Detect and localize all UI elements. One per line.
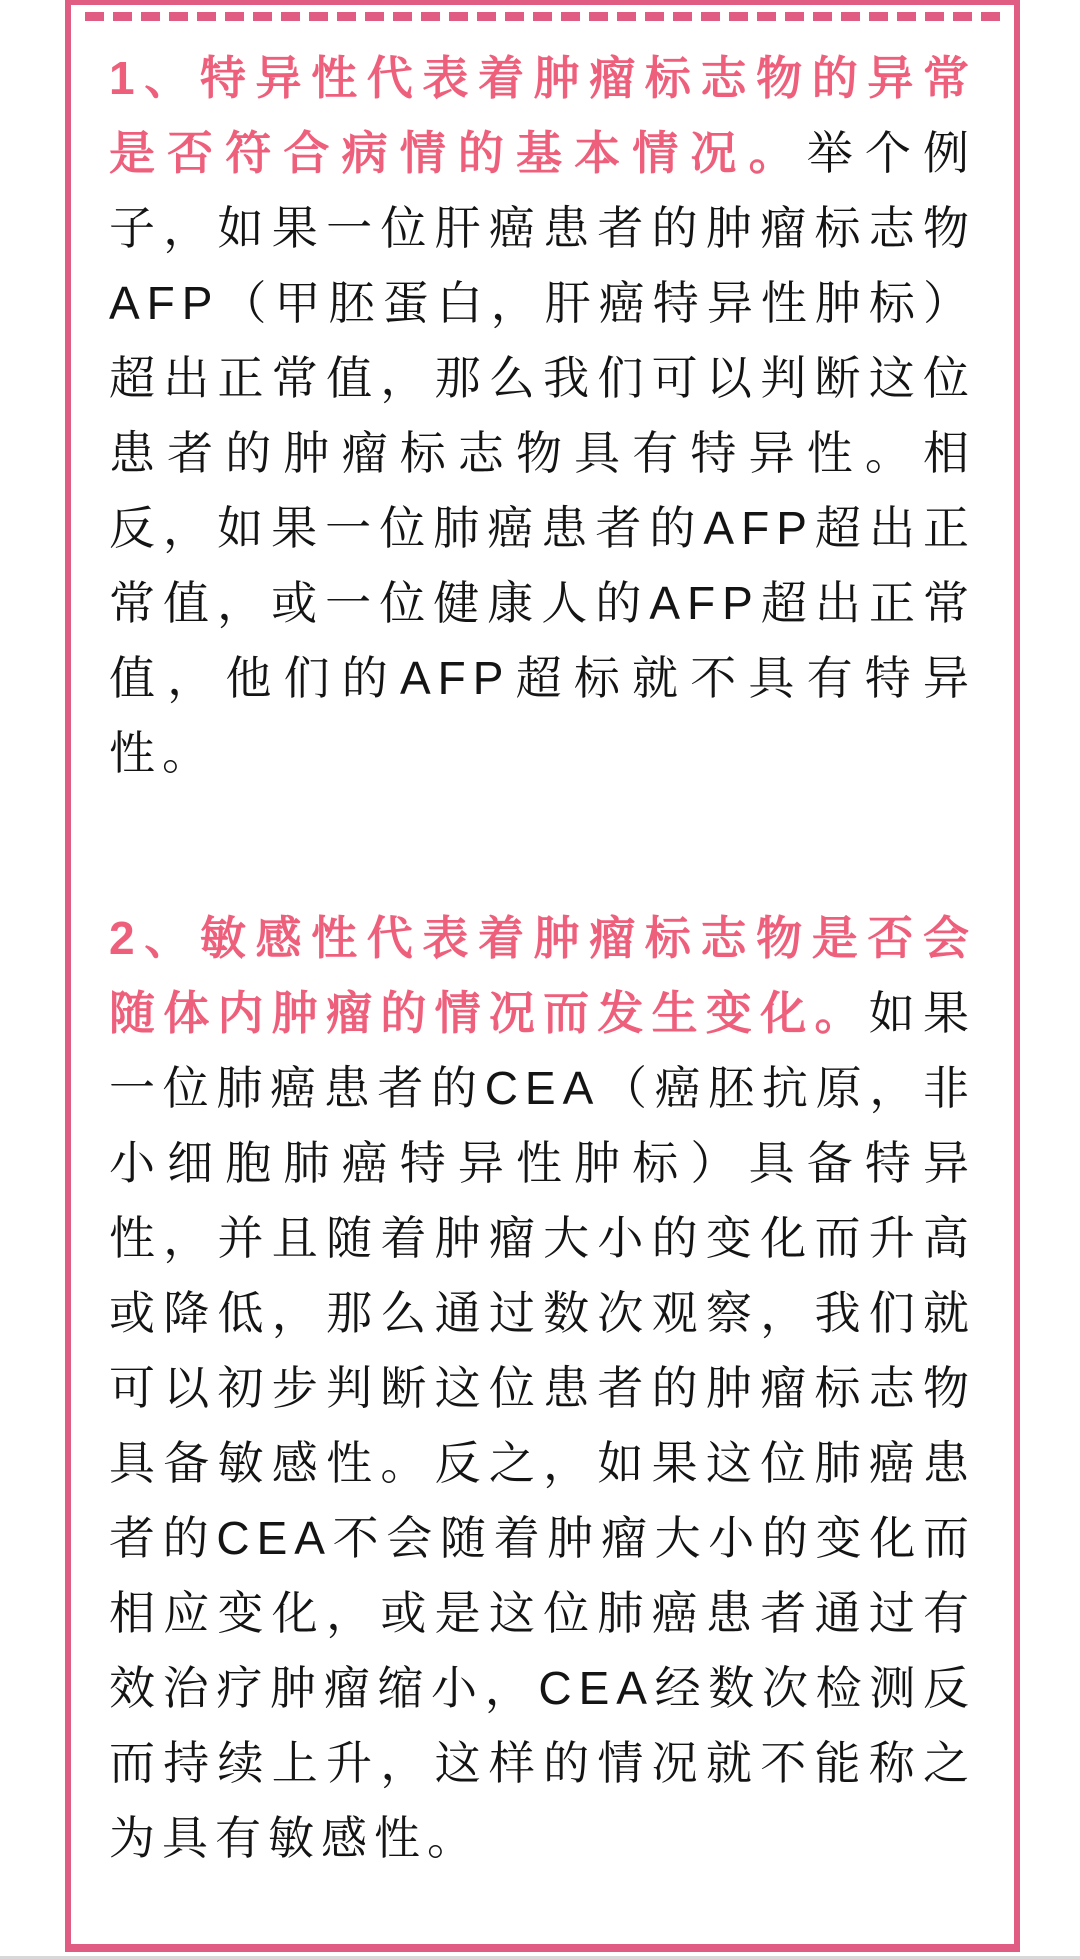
paragraph-sensitivity-body: 如果一位肺癌患者的CEA（癌胚抗原，非小细胞肺癌特异性肿标）具备特异性，并且随着肿瘤大小的变化而升高或降低，那么通过数次观察，我们就可以初步判断这位患者的肿瘤标志物具备敏感性。反之，如果这位肺癌患者的CEA不会随着肿瘤大小的变化而相应变化，或是这位肺癌患者通过有效治疗肿瘤缩小，CEA经数次检测反而持续上升，这样的情况就不能称之为具有敏感性。: [109, 987, 977, 1864]
paragraph-sensitivity: [109, 901, 976, 1876]
paragraph-sensitivity-heading: 2、敏感性代表着肿瘤标志物是否会随体内肿瘤的情况而发生变化。: [109, 912, 976, 1039]
dashed-divider: [85, 12, 1000, 21]
article-content: [71, 41, 1014, 1876]
paragraph-specificity: [109, 41, 976, 791]
article-card: [65, 0, 1020, 1952]
paragraph-specificity-heading: 1、特异性代表着肿瘤标志物的异常是否符合病情的基本情况。: [109, 52, 976, 179]
paragraph-specificity-body: 举个例子，如果一位肝癌患者的肿瘤标志物AFP（甲胚蛋白，肝癌特异性肿标）超出正常值，那么我们可以判断这位患者的肿瘤标志物具有特异性。相反，如果一位肺癌患者的AFP超出正常值，或一位健康人的AFP超出正常值，他们的AFP超标就不具有特异性。: [109, 127, 977, 779]
